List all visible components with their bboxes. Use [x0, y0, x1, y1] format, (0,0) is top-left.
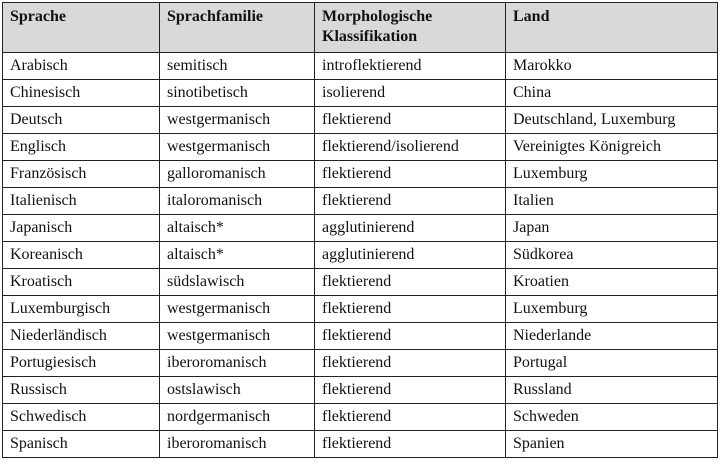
cell-land: Schweden: [506, 404, 718, 431]
header-land: Land: [506, 3, 718, 53]
cell-klassifikation: agglutinierend: [315, 215, 506, 242]
cell-land: Russland: [506, 377, 718, 404]
cell-sprachfamilie: nordgermanisch: [160, 404, 315, 431]
cell-sprachfamilie: altaisch*: [160, 242, 315, 269]
cell-sprache: Englisch: [3, 134, 160, 161]
cell-klassifikation: agglutinierend: [315, 242, 506, 269]
table-row: [3, 215, 718, 242]
cell-sprache: Japanisch: [3, 215, 160, 242]
table-row: [3, 242, 718, 269]
table-row: [3, 134, 718, 161]
cell-klassifikation: flektierend: [315, 107, 506, 134]
table-row: [3, 53, 718, 80]
cell-sprache: Italienisch: [3, 188, 160, 215]
table-row: [3, 323, 718, 350]
cell-land: Spanien: [506, 431, 718, 458]
header-sprachfamilie: Sprachfamilie: [160, 3, 315, 53]
cell-land: Japan: [506, 215, 718, 242]
cell-sprachfamilie: semitisch: [160, 53, 315, 80]
table-row: [3, 161, 718, 188]
cell-sprachfamilie: iberoromanisch: [160, 431, 315, 458]
cell-sprachfamilie: westgermanisch: [160, 323, 315, 350]
cell-land: Vereinigtes Königreich: [506, 134, 718, 161]
header-sprache: Sprache: [3, 3, 160, 53]
cell-sprache: Spanisch: [3, 431, 160, 458]
cell-land: Luxemburg: [506, 161, 718, 188]
cell-klassifikation: flektierend: [315, 296, 506, 323]
cell-klassifikation: flektierend: [315, 377, 506, 404]
cell-sprache: Luxemburgisch: [3, 296, 160, 323]
cell-land: Deutschland, Luxemburg: [506, 107, 718, 134]
cell-sprache: Russisch: [3, 377, 160, 404]
table-row: [3, 80, 718, 107]
table-row: [3, 350, 718, 377]
header-morphologische-klassifikation: Morphologische Klassifikation: [315, 3, 506, 53]
table-body: [3, 53, 718, 458]
cell-klassifikation: flektierend: [315, 404, 506, 431]
table-row: [3, 404, 718, 431]
cell-klassifikation: flektierend: [315, 269, 506, 296]
cell-klassifikation: introflektierend: [315, 53, 506, 80]
cell-sprachfamilie: altaisch*: [160, 215, 315, 242]
cell-sprache: Niederländisch: [3, 323, 160, 350]
cell-sprache: Französisch: [3, 161, 160, 188]
language-table-container: [2, 2, 718, 458]
cell-klassifikation: flektierend: [315, 323, 506, 350]
cell-sprachfamilie: sinotibetisch: [160, 80, 315, 107]
cell-sprachfamilie: westgermanisch: [160, 134, 315, 161]
cell-klassifikation: flektierend: [315, 431, 506, 458]
cell-sprachfamilie: südslawisch: [160, 269, 315, 296]
cell-sprachfamilie: galloromanisch: [160, 161, 315, 188]
language-table: [2, 2, 718, 458]
cell-land: Marokko: [506, 53, 718, 80]
cell-sprache: Arabisch: [3, 53, 160, 80]
cell-sprache: Portugiesisch: [3, 350, 160, 377]
table-row: [3, 377, 718, 404]
cell-land: Italien: [506, 188, 718, 215]
cell-klassifikation: flektierend: [315, 188, 506, 215]
header-row: [3, 3, 718, 53]
cell-sprachfamilie: italoromanisch: [160, 188, 315, 215]
cell-klassifikation: flektierend: [315, 161, 506, 188]
table-header: [3, 3, 718, 53]
cell-land: Kroatien: [506, 269, 718, 296]
cell-land: Niederlande: [506, 323, 718, 350]
cell-sprachfamilie: westgermanisch: [160, 107, 315, 134]
cell-land: Portugal: [506, 350, 718, 377]
cell-sprache: Schwedisch: [3, 404, 160, 431]
table-row: [3, 431, 718, 458]
cell-sprache: Kroatisch: [3, 269, 160, 296]
cell-sprache: Koreanisch: [3, 242, 160, 269]
cell-sprache: Deutsch: [3, 107, 160, 134]
cell-sprachfamilie: ostslawisch: [160, 377, 315, 404]
cell-klassifikation: flektierend/isolierend: [315, 134, 506, 161]
cell-klassifikation: flektierend: [315, 350, 506, 377]
cell-land: Luxemburg: [506, 296, 718, 323]
cell-sprachfamilie: iberoromanisch: [160, 350, 315, 377]
table-row: [3, 269, 718, 296]
cell-land: Südkorea: [506, 242, 718, 269]
table-row: [3, 107, 718, 134]
table-row: [3, 188, 718, 215]
cell-land: China: [506, 80, 718, 107]
cell-sprache: Chinesisch: [3, 80, 160, 107]
table-row: [3, 296, 718, 323]
cell-sprachfamilie: westgermanisch: [160, 296, 315, 323]
cell-klassifikation: isolierend: [315, 80, 506, 107]
